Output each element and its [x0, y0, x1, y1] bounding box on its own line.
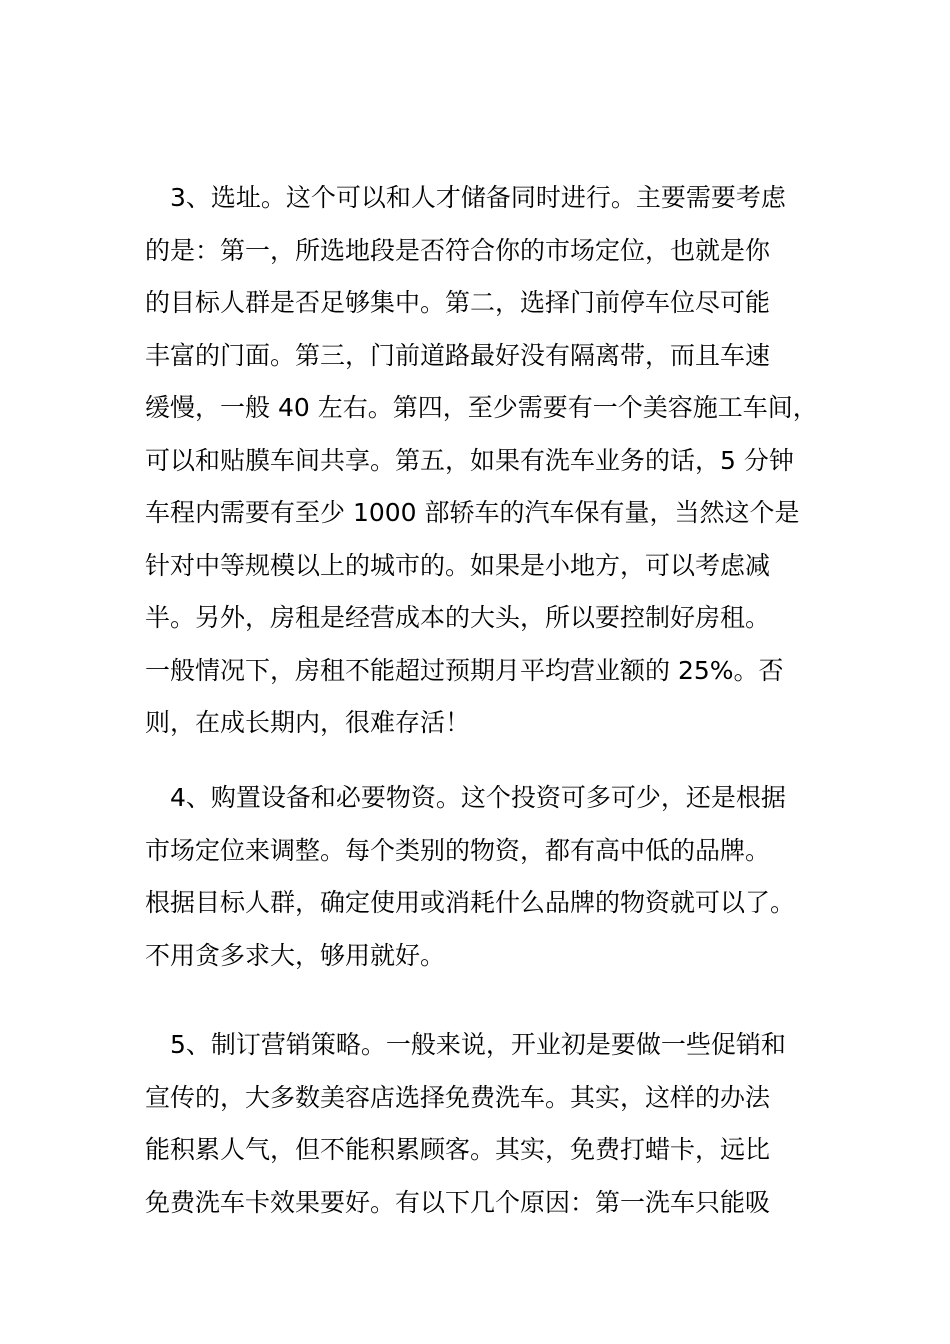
paragraph-line: 则，在成长期内，很难存活！ — [145, 708, 471, 737]
paragraph-line: 能积累人气，但不能积累顾客。其实，免费打蜡卡，远比 — [145, 1135, 771, 1164]
paragraph-line: 宣传的，大多数美容店选择免费洗车。其实，这样的办法 — [145, 1082, 771, 1112]
paragraph-line: 的目标人群是否足够集中。第二，选择门前停车位尽可能 — [145, 288, 771, 317]
paragraph-marketing-strategy — [145, 1019, 825, 1229]
paragraph-site-selection — [145, 172, 825, 750]
paragraph-line: 3、选址。这个可以和人才储备同时进行。主要需要考虑 — [170, 183, 786, 212]
paragraph-line: 市场定位来调整。每个类别的物资，都有高中低的品牌。 — [145, 835, 771, 865]
paragraph-line: 丰富的门面。第三，门前道路最好没有隔离带，而且车速 — [145, 340, 771, 370]
paragraph-line: 根据目标人群，确定使用或消耗什么品牌的物资就可以了。 — [145, 888, 796, 917]
paragraph-line: 缓慢，一般 40 左右。第四，至少需要有一个美容施工车间， — [145, 393, 818, 422]
paragraph-line: 半。另外，房租是经营成本的大头，所以要控制好房租。 — [145, 603, 771, 632]
paragraph-line: 不用贪多求大，够用就好。 — [145, 940, 446, 970]
paragraph-line: 一般情况下，房租不能超过预期月平均营业额的 25%。否 — [145, 655, 784, 685]
paragraph-line: 可以和贴膜车间共享。第五，如果有洗车业务的话，5 分钟 — [145, 445, 794, 475]
paragraph-line: 的是：第一，所选地段是否符合你的市场定位，也就是你 — [145, 235, 771, 265]
paragraph-line: 4、购置设备和必要物资。这个投资可多可少，还是根据 — [170, 783, 786, 812]
paragraph-equipment-purchase — [145, 772, 825, 982]
paragraph-line: 5、制订营销策略。一般来说，开业初是要做一些促销和 — [170, 1030, 786, 1059]
paragraph-line: 车程内需要有至少 1000 部轿车的汽车保有量，当然这个是 — [145, 498, 800, 527]
paragraph-line: 免费洗车卡效果要好。有以下几个原因：第一洗车只能吸 — [145, 1187, 771, 1217]
paragraph-line: 针对中等规模以上的城市的。如果是小地方，可以考虑减 — [145, 550, 771, 580]
